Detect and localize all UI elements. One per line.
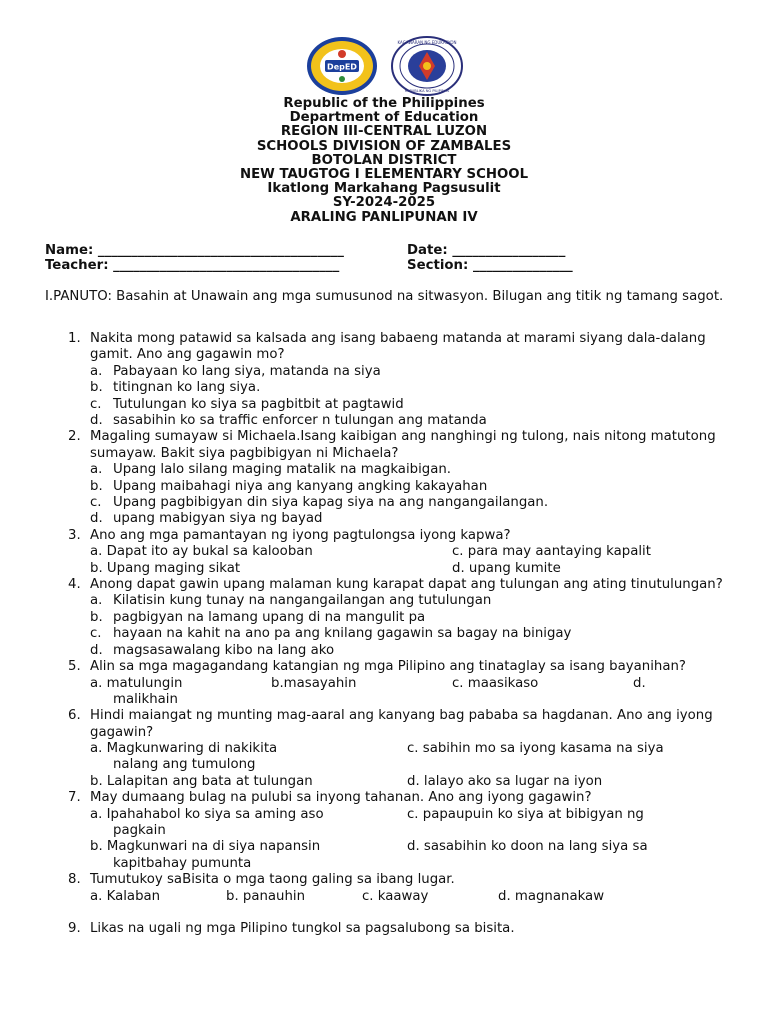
option-text: Kilatisin kung tunay na nangangailangan ang tutulungan: [113, 593, 492, 609]
question-8: [0, 872, 768, 905]
question-number: 4.: [68, 577, 81, 593]
question-list: [0, 331, 768, 937]
option-b-text: b. Upang maging sikat: [90, 560, 241, 576]
question-text: Anong dapat gawin upang malaman kung karapat dapat ang tulungan ang ating tinutulungan?: [90, 577, 723, 593]
option-continuation: kapitbahay pumunta: [113, 855, 252, 871]
option-letter: b.: [90, 478, 103, 494]
option-letter: c.: [90, 396, 102, 412]
option-letter: b.: [90, 380, 103, 396]
question-number: 3.: [68, 527, 81, 543]
option-letter: d.: [90, 642, 103, 658]
header-line-division: SCHOOLS DIVISION OF ZAMBALES: [256, 138, 512, 154]
section-field: Section: _______________: [407, 258, 573, 273]
question-3: [0, 528, 768, 577]
header-line-school: NEW TAUGTOG I ELEMENTARY SCHOOL: [239, 167, 529, 183]
seal-top-text: KAGAWARAN NG EDUKASYON: [397, 40, 457, 45]
question-text: Tumutukoy saBisita o mga taong galing sa ibang lugar.: [90, 872, 455, 888]
option-text: Tutulungan ko siya sa pagbitbit at pagtawid: [113, 396, 404, 412]
question-number: 6.: [68, 708, 81, 724]
question-text: Hindi maiangat ng munting mag-aaral ang kanyang bag pababa sa hagdanan. Ano ang iyong gagawin?: [90, 708, 713, 740]
option-letter: a.: [90, 462, 103, 478]
option-d-text: malikhain: [113, 691, 178, 707]
option-a-text: a. Kalaban: [90, 888, 161, 904]
question-number: 7.: [68, 790, 81, 806]
question-5: [0, 659, 768, 708]
deped-badge-text: DepED: [327, 62, 357, 72]
header-line-school-year: SY-2024-2025: [332, 195, 436, 211]
option-text: sasabihin ko sa traffic enforcer n tulungan ang matanda: [113, 413, 487, 429]
option-c-text: c. para may aantaying kapalit: [452, 544, 651, 560]
option-b-text: b.masayahin: [271, 675, 357, 691]
header-line-district: BOTOLAN DISTRICT: [311, 152, 457, 168]
deped-seal-logo: [390, 36, 464, 101]
option-a-text: a. Ipahahabol ko siya sa aming aso: [90, 806, 324, 822]
option-letter: b.: [90, 609, 103, 625]
option-text: titingnan ko lang siya.: [113, 380, 261, 396]
instructions: I.PANUTO: Basahin at Unawain ang mga sumusunod na sitwasyon. Bilugan ang titik ng tamang sagot.: [45, 289, 724, 304]
option-letter: c.: [90, 626, 102, 642]
option-c-continuation: nalang ang tumulong: [113, 757, 256, 773]
question-text: Alin sa mga magagandang katangian ng mga Pilipino ang tinataglay sa isang bayanihan?: [90, 659, 686, 675]
teacher-field: Teacher: __________________________________: [45, 258, 340, 273]
question-number: 9.: [68, 921, 81, 937]
header-line-exam-title: Ikatlong Markahang Pagsusulit: [267, 181, 501, 197]
option-d-text: d. magnanakaw: [498, 888, 605, 904]
option-text: pagbigyan na lamang upang di na mangulit pa: [113, 609, 426, 625]
option-b-text: b. Lalapitan ang bata at tulungan: [90, 773, 313, 789]
date-field: Date: _________________: [407, 243, 566, 258]
option-letter: d.: [90, 413, 103, 429]
question-9: [0, 921, 768, 937]
question-7: [0, 790, 768, 872]
question-4: [0, 577, 768, 659]
question-number: 1.: [68, 331, 81, 346]
question-text: May dumaang bulag na pulubi sa inyong tahanan. Ano ang iyong gagawin?: [90, 790, 592, 806]
option-text: Upang lalo silang maging matalik na magkaibigan.: [113, 462, 452, 478]
school-deped-logo: [305, 36, 379, 101]
document-header: [0, 97, 768, 225]
option-a-text: a. matulungin: [90, 675, 183, 691]
option-c-text: c. papaupuin ko siya at bibigyan ng: [407, 806, 644, 822]
question-number: 2.: [68, 429, 81, 445]
option-letter: a.: [90, 363, 103, 379]
option-a-text: a. Magkunwaring di nakikita: [90, 741, 278, 757]
header-line-republic: Republic of the Philippines: [283, 96, 485, 111]
option-text: upang mabigyan siya ng bayad: [113, 511, 323, 527]
seal-bottom-text: REPUBLIKA NG PILIPINAS: [404, 89, 450, 93]
option-d-text: d. lalayo ako sa lugar na iyon: [407, 773, 603, 789]
option-d-letter: d.: [633, 675, 646, 691]
option-text: Upang pagbibigyan din siya kapag siya na ang nangangailangan.: [113, 495, 549, 511]
question-text: Likas na ugali ng mga Pilipino tungkol sa pagsalubong sa bisita.: [90, 921, 515, 937]
option-d-text: d. upang kumite: [452, 560, 561, 576]
option-c-text: c. maasikaso: [452, 675, 539, 691]
name-field: Name: _____________________________________: [45, 243, 344, 258]
question-text: Magaling sumayaw si Michaela.Isang kaibigan ang nanghingi ng tulong, nais nitong matutong sumayaw. Bakit siya pagbibigyan ni Michaela?: [90, 429, 716, 461]
option-text: Pabayaan ko lang siya, matanda na siya: [113, 363, 381, 379]
question-text: Ano ang mga pamantayan ng iyong pagtulongsa iyong kapwa?: [90, 527, 511, 543]
option-letter: c.: [90, 495, 102, 511]
question-1: [0, 331, 768, 429]
option-d-text: d. sasabihin ko doon na lang siya sa: [407, 839, 648, 855]
question-2: [0, 429, 768, 527]
question-text: Nakita mong patawid sa kalsada ang isang babaeng matanda at marami siyang dala-dalang gamit. Ano ang gagawin mo?: [90, 331, 706, 363]
option-text: magsasawalang kibo na lang ako: [113, 642, 335, 658]
option-c-text: c. sabihin mo sa iyong kasama na siya: [407, 741, 664, 757]
option-letter: d.: [90, 511, 103, 527]
option-text: Upang maibahagi niya ang kanyang angking kakayahan: [113, 478, 488, 494]
option-continuation: pagkain: [113, 823, 166, 839]
option-a-text: a. Dapat ito ay bukal sa kalooban: [90, 544, 313, 560]
question-number: 5.: [68, 659, 81, 675]
option-b-text: b. Magkunwari na di siya napansin: [90, 839, 321, 855]
option-text: hayaan na kahit na ano pa ang knilang gagawin sa bagay na binigay: [113, 626, 572, 642]
header-line-department: Department of Education: [289, 110, 479, 126]
option-c-text: c. kaaway: [362, 888, 429, 904]
logo-area: [0, 36, 768, 96]
question-6: [0, 708, 768, 790]
header-line-region: REGION III-CENTRAL LUZON: [280, 124, 488, 140]
question-number: 8.: [68, 872, 81, 888]
header-line-subject: ARALING PANLIPUNAN IV: [290, 209, 478, 225]
option-b-text: b. panauhin: [226, 888, 306, 904]
option-letter: a.: [90, 593, 103, 609]
